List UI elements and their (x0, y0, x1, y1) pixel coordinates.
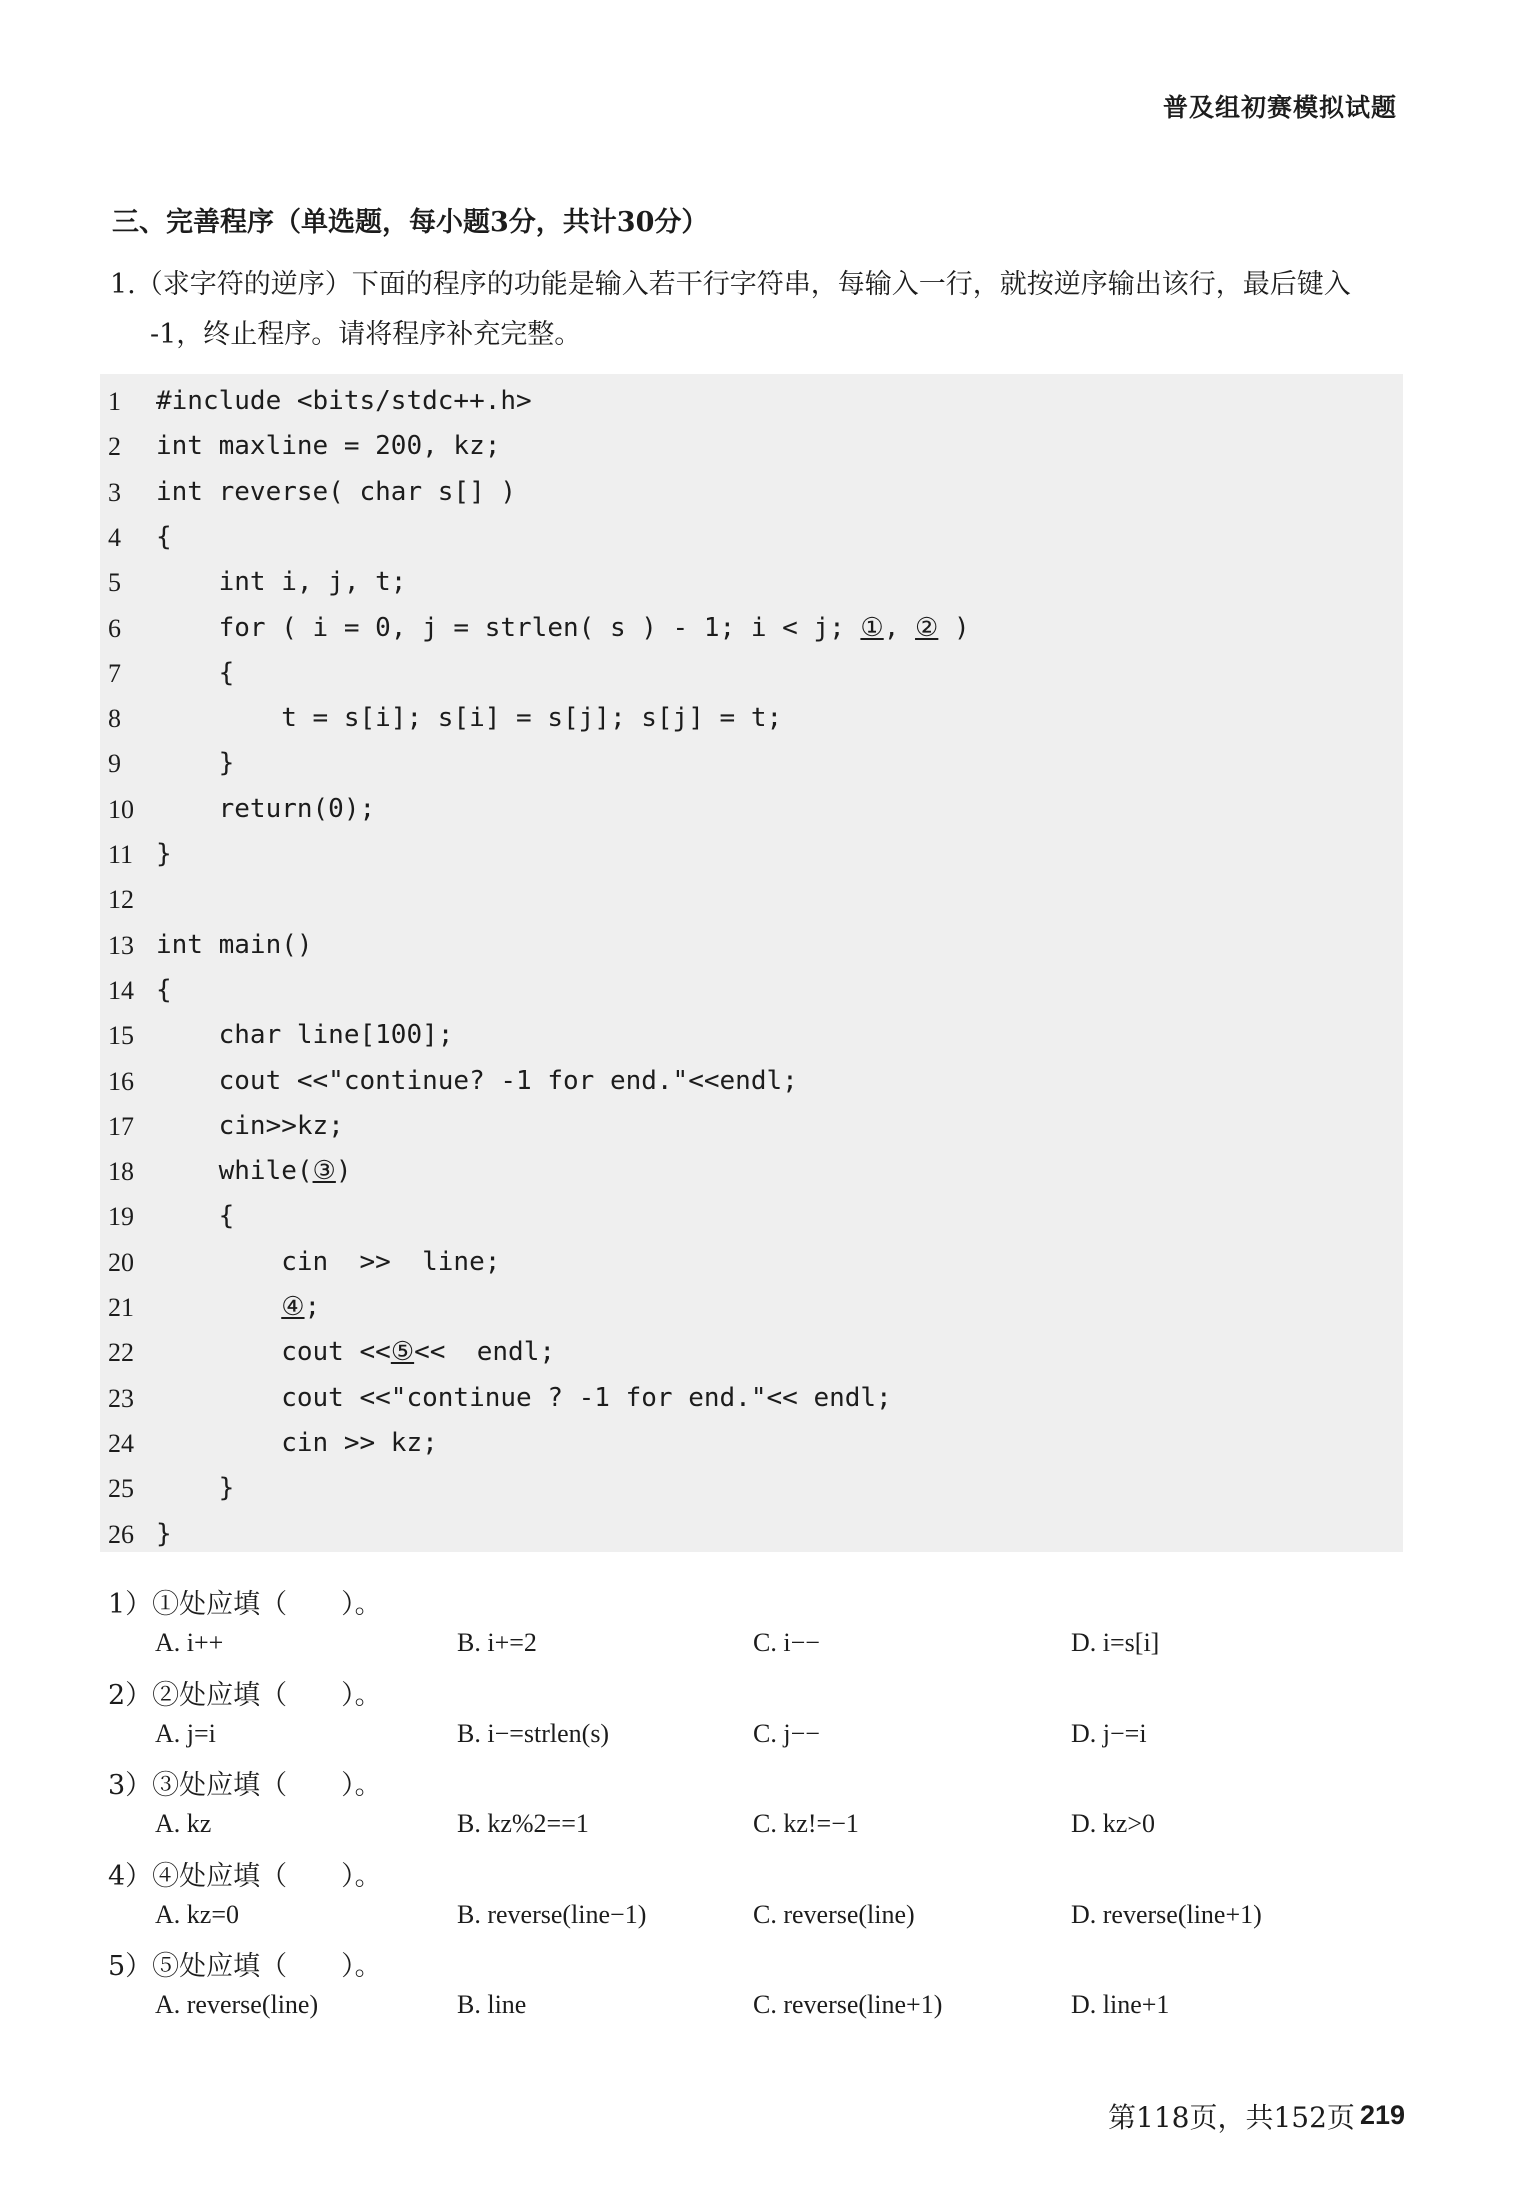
line-number: 13 (108, 930, 134, 960)
answer-option: A. j=i (155, 1718, 216, 1748)
code-fragment: cout <<"continue ? -1 for end."<< endl; (156, 1382, 892, 1413)
answer-option: B. kz%2==1 (457, 1809, 589, 1838)
answer-option: D. j−=i (1071, 1718, 1147, 1748)
answer-option: D. kz>0 (1071, 1809, 1155, 1838)
code-text (156, 923, 313, 968)
section-title: 三、完善程序（单选题，每小题3分，共计30分） (112, 207, 709, 238)
code-text (156, 832, 172, 877)
line-number: 17 (108, 1111, 134, 1141)
answer-option: B. i−=strlen(s) (457, 1718, 610, 1748)
answer-option: A. reverse(line) (155, 1990, 319, 2019)
code-fragment: cout << (156, 1337, 391, 1368)
line-number: 3 (108, 477, 121, 507)
code-fragment: ) (335, 1156, 352, 1187)
code-text (156, 1466, 234, 1511)
code-text (156, 1512, 172, 1557)
code-text (156, 1330, 555, 1375)
line-number: 10 (108, 794, 134, 824)
page-counter: 第118页，共152页 (1108, 2101, 1355, 2134)
blank-marker: ④ (281, 1292, 305, 1322)
answer-option: D. i=s[i] (1071, 1628, 1160, 1657)
line-number: 11 (108, 840, 134, 869)
code-text (156, 696, 782, 741)
code-text (156, 1376, 892, 1421)
answer-option: A. i++ (155, 1628, 224, 1657)
code-fragment: char line[100]; (156, 1020, 454, 1051)
line-number: 21 (108, 1293, 134, 1322)
answer-option: C. kz!=−1 (753, 1809, 859, 1838)
answer-option: C. j−− (753, 1718, 820, 1748)
code-fragment: t = s[i]; s[i] = s[j]; s[j] = t; (156, 703, 783, 734)
answer-option: A. kz=0 (155, 1899, 239, 1929)
code-fragment: int maxline = 200, kz; (156, 431, 501, 462)
code-fragment: cin>>kz; (156, 1110, 344, 1141)
line-number: 6 (108, 613, 121, 643)
code-fragment: } (156, 1473, 235, 1504)
code-fragment: } (156, 839, 172, 869)
problem-statement (110, 260, 1400, 360)
code-fragment: { (156, 1201, 235, 1232)
code-fragment: int i, j, t; (156, 567, 407, 598)
blank-marker: ③ (312, 1156, 336, 1187)
code-fragment: #include <bits/stdc++.h> (156, 386, 532, 416)
line-number: 24 (108, 1428, 134, 1458)
answer-option: D. line+1 (1071, 1990, 1170, 2019)
answer-option: B. i+=2 (457, 1628, 537, 1657)
code-fragment: int reverse( char s[] ) (156, 476, 517, 507)
line-number: 14 (108, 975, 134, 1005)
line-number: 7 (108, 658, 121, 688)
code-fragment: cin >> line; (156, 1246, 501, 1277)
code-text (156, 470, 516, 515)
line-number: 2 (108, 432, 121, 462)
blank-marker: ① (860, 612, 884, 643)
code-text (156, 1421, 438, 1466)
problem-line-2: -1，终止程序。请将程序补充完整。 (150, 319, 582, 350)
code-fragment: cin >> kz; (156, 1427, 438, 1458)
code-text (156, 741, 234, 786)
code-fragment (156, 1292, 281, 1322)
line-number: 12 (108, 885, 134, 915)
line-number: 5 (108, 568, 121, 598)
code-text (156, 1240, 500, 1285)
code-text (156, 1104, 344, 1149)
blank-marker: ⑤ (390, 1337, 415, 1368)
question-stem: 1）①处应填（ ）。 (108, 1589, 382, 1620)
code-text (156, 606, 970, 651)
line-number: 20 (108, 1247, 134, 1277)
code-text (156, 1194, 234, 1239)
line-number: 22 (108, 1338, 134, 1368)
question-stem: 2）②处应填（ ）。 (108, 1679, 382, 1711)
code-text (156, 968, 172, 1013)
code-text (156, 424, 500, 469)
line-number: 16 (108, 1066, 134, 1096)
code-fragment: int main() (156, 929, 313, 960)
code-text (156, 787, 375, 832)
book-page-number: 219 (1360, 2100, 1406, 2130)
answer-option: B. reverse(line−1) (457, 1899, 647, 1929)
code-fragment: { (156, 521, 172, 552)
code-text (156, 1149, 352, 1194)
code-text (156, 1285, 320, 1330)
answer-option: A. kz (155, 1809, 212, 1838)
line-number: 9 (108, 749, 121, 779)
line-number: 18 (108, 1157, 134, 1187)
code-fragment: { (156, 974, 172, 1005)
code-fragment: while( (156, 1156, 313, 1187)
line-number: 25 (108, 1474, 134, 1504)
problem-line-1: 1.（求字符的逆序）下面的程序的功能是输入若干行字符串，每输入一行，就按逆序输出该行，最后键入 (110, 269, 1351, 300)
code-fragment: ) (938, 612, 970, 643)
line-number: 23 (108, 1383, 134, 1413)
answer-option: D. reverse(line+1) (1071, 1899, 1262, 1929)
code-listing (100, 374, 1403, 1552)
code-text (156, 1013, 453, 1058)
code-text (156, 1059, 798, 1104)
code-fragment: cout <<"continue? -1 for end."<<endl; (156, 1065, 798, 1096)
code-fragment: ; (304, 1292, 321, 1322)
blank-marker: ② (915, 612, 939, 643)
code-fragment: for ( i = 0, j = strlen( s ) - 1; i < j; (156, 612, 861, 643)
answer-option: C. reverse(line+1) (753, 1990, 943, 2019)
line-number: 8 (108, 704, 121, 734)
line-number: 26 (108, 1519, 134, 1549)
code-fragment: { (156, 657, 235, 688)
question-stem: 4）④处应填（ ）。 (108, 1860, 382, 1892)
code-fragment: << endl; (414, 1337, 556, 1368)
code-fragment: , (883, 612, 916, 643)
line-number: 4 (108, 522, 121, 552)
answer-option: C. i−− (753, 1628, 820, 1657)
running-head: 普及组初赛模拟试题 (1162, 93, 1397, 122)
line-number: 1 (108, 387, 121, 416)
line-number: 15 (108, 1021, 134, 1051)
code-fragment: } (156, 1518, 172, 1549)
code-text (156, 560, 406, 605)
code-fragment: } (156, 748, 235, 779)
code-text (156, 515, 172, 560)
line-number: 19 (108, 1202, 134, 1232)
code-fragment: return(0); (156, 793, 376, 824)
answer-option: B. line (457, 1990, 527, 2019)
question-stem: 5）⑤处应填（ ）。 (108, 1951, 382, 1982)
code-text (156, 651, 234, 696)
answer-option: C. reverse(line) (753, 1899, 915, 1929)
code-text (156, 379, 532, 424)
question-stem: 3）③处应填（ ）。 (108, 1770, 382, 1801)
